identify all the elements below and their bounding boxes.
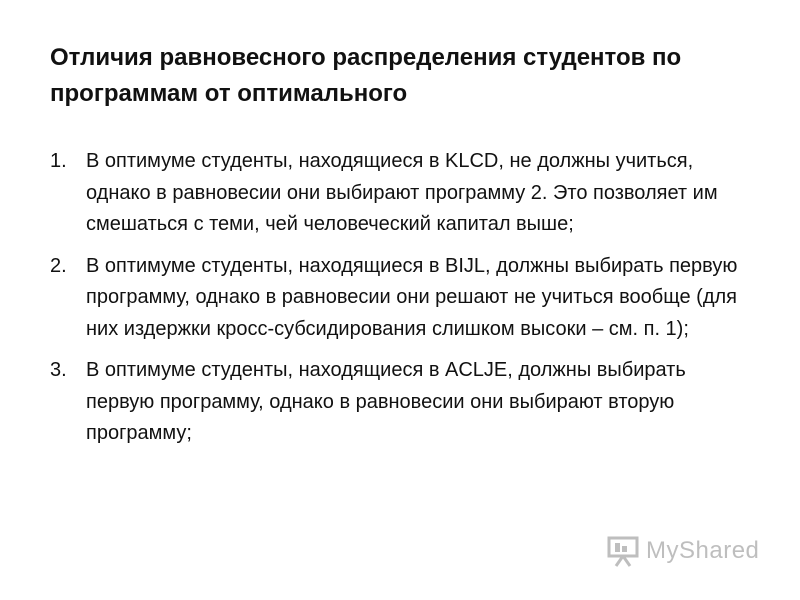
- bullet-list: [50, 146, 750, 460]
- list-item-number: 1.: [50, 150, 67, 172]
- list-item: [50, 355, 750, 450]
- watermark-logo: [606, 534, 759, 568]
- list-item-text: В оптимуме студенты, находящиеся в KLCD, не должны учиться, однако в равновесии они выбирают программу 2. Это позволяет им смешаться с теми, чей человеческий капитал выше;: [86, 150, 718, 235]
- list-item: [50, 251, 750, 346]
- presentation-board-icon: [606, 534, 640, 568]
- list-item-number: 3.: [50, 359, 67, 381]
- list-item-number: 2.: [50, 254, 67, 277]
- list-item: [50, 146, 750, 241]
- list-item-text: В оптимуме студенты, находящиеся в BIJL, должны выбирать первую программу, однако в равновесии они решают не учиться вообще (для них издержки кросс-субсидирования слишком высоки – см. п. 1);: [86, 254, 738, 340]
- slide-title: Отличия равновесного распределения студентов по программам от оптимального: [50, 44, 682, 107]
- list-item-text: В оптимуме студенты, находящиеся в ACLJE, должны выбирать первую программу, однако в равновесии они выбирают вторую программу;: [86, 359, 686, 444]
- watermark-text: MyShared: [646, 537, 760, 564]
